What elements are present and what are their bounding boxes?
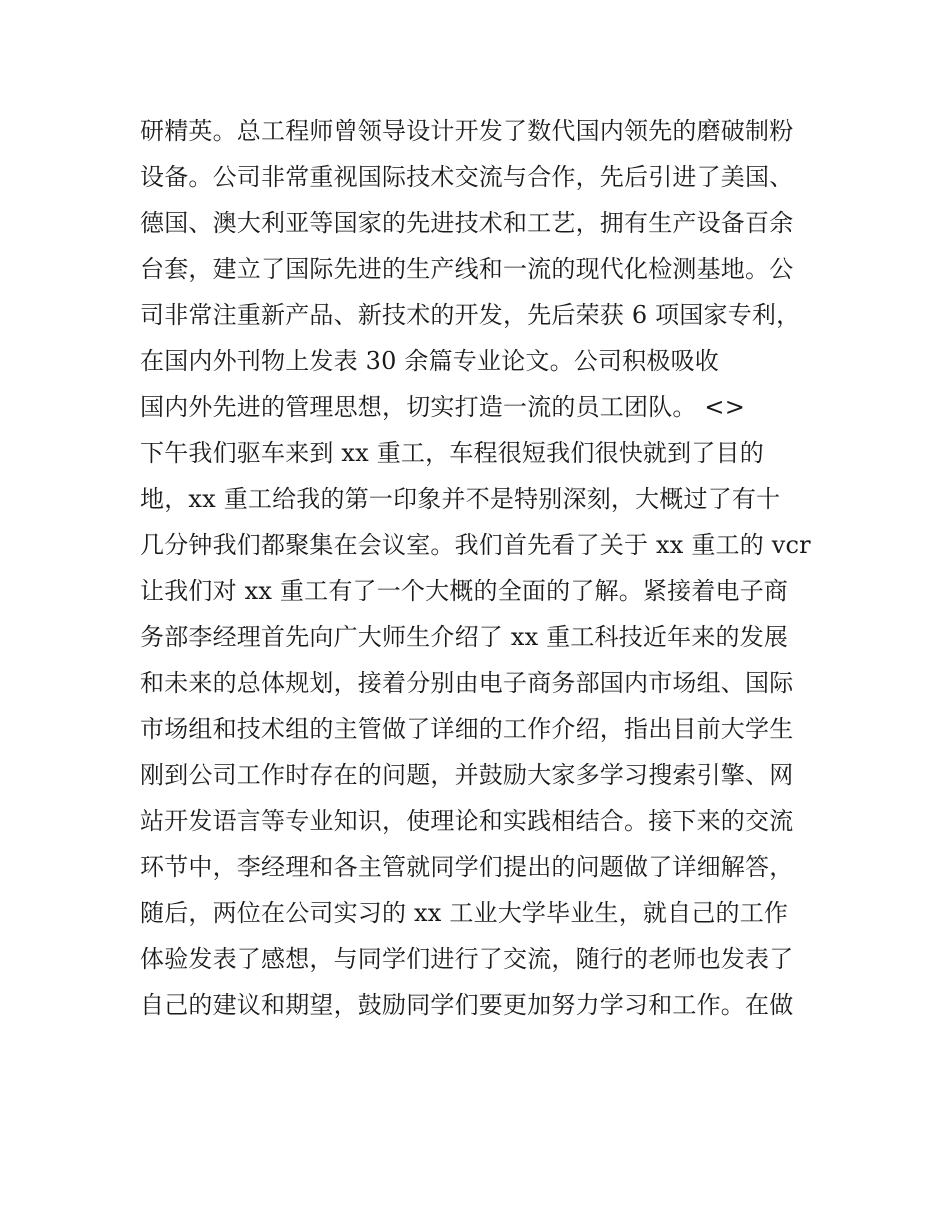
text-line: 设备。公司非常重视国际技术交流与合作，先后引进了美国、: [140, 163, 794, 191]
text-line: 刚到公司工作时存在的问题，并鼓励大家多学习搜索引擎、网: [140, 761, 794, 789]
text-line: 司非常注重新产品、新技术的开发，先后荣获 6 项国家专利，: [140, 301, 801, 329]
text-line: 地，xx 重工给我的第一印象并不是特别深刻，大概过了有十: [140, 485, 781, 513]
text-line: 务部李经理首先向广大师生介绍了 xx 重工科技近年来的发展: [140, 623, 789, 651]
text-line: 让我们对 xx 重工有了一个大概的全面的了解。紧接着电子商: [140, 577, 789, 605]
text-line: 德国、澳大利亚等国家的先进技术和工艺，拥有生产设备百余: [140, 209, 794, 237]
text-line: 自己的建议和期望，鼓励同学们要更加努力学习和工作。在做: [140, 991, 794, 1019]
text-line: 研精英。总工程师曾领导设计开发了数代国内领先的磨破制粉: [140, 117, 794, 145]
text-line: 下午我们驱车来到 xx 重工，车程很短我们很快就到了目的: [140, 439, 764, 467]
text-line: 和未来的总体规划，接着分别由电子商务部国内市场组、国际: [140, 669, 794, 697]
text-line: 随后，两位在公司实习的 xx 工业大学毕业生，就自己的工作: [140, 899, 789, 927]
document-body: [140, 108, 820, 1028]
text-line: 在国内外刊物上发表 30 余篇专业论文。公司积极吸收: [140, 347, 719, 375]
text-line: 几分钟我们都聚集在会议室。我们首先看了关于 xx 重工的 vcr: [140, 531, 811, 559]
text-line: 站开发语言等专业知识，使理论和实践相结合。接下来的交流: [140, 807, 794, 835]
text-line: 国内外先进的管理思想，切实打造一流的员工团队。 <>: [140, 393, 746, 421]
text-line: 环节中，李经理和各主管就同学们提出的问题做了详细解答，: [140, 853, 794, 881]
text-line: 台套，建立了国际先进的生产线和一流的现代化检测基地。公: [140, 255, 794, 283]
text-line: 市场组和技术组的主管做了详细的工作介绍，指出目前大学生: [140, 715, 794, 743]
text-line: 体验发表了感想，与同学们进行了交流，随行的老师也发表了: [140, 945, 794, 973]
